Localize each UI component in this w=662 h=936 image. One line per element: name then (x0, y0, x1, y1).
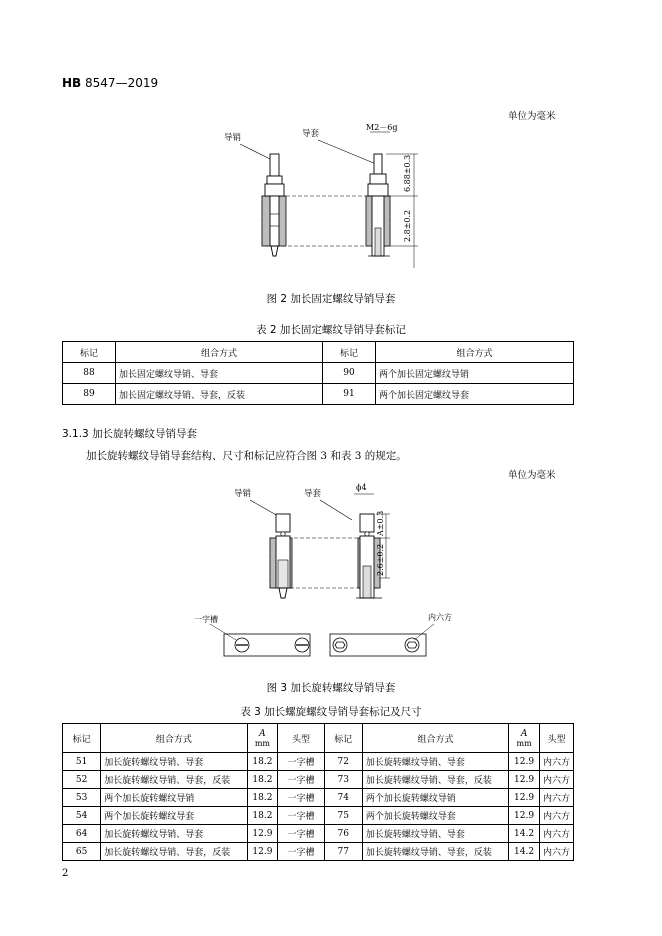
table-cell: 12.9 (509, 789, 540, 807)
table-cell: 18.2 (247, 771, 278, 789)
fig3-label-pin: 导销 (234, 489, 252, 499)
table-cell: 内六方 (539, 753, 573, 771)
fig3-label-hex: 内六方 (428, 613, 452, 622)
table-header: 标记 (324, 724, 362, 753)
table-cell: 76 (324, 825, 362, 843)
table-cell: 64 (63, 825, 101, 843)
figure-3-drawing (190, 480, 452, 665)
table-cell: 加长旋转螺纹导销、导套 (101, 825, 247, 843)
table-header: 标记 (63, 342, 116, 363)
fig3-dim-bottom: 2.6±0.2 (376, 543, 385, 576)
table-header: 组合方式 (101, 724, 247, 753)
table-cell: 18.2 (247, 753, 278, 771)
standard-prefix: HB (62, 76, 82, 90)
table-cell: 72 (324, 753, 362, 771)
table-cell: 90 (323, 363, 376, 384)
table-cell: 12.9 (509, 807, 540, 825)
table-cell: 加长固定螺纹导销、导套 (116, 363, 323, 384)
section-title: 加长旋转螺纹导销导套 (92, 428, 198, 440)
table-cell: 内六方 (539, 789, 573, 807)
table-cell: 加长固定螺纹导销、导套，反装 (116, 384, 323, 405)
table-cell: 两个加长旋转螺纹导销 (362, 789, 508, 807)
body-paragraph: 加长旋转螺纹导销导套结构、尺寸和标记应符合图 3 和表 3 的规定。 (86, 450, 407, 462)
table-cell: 内六方 (539, 843, 573, 861)
table-cell: 12.9 (509, 753, 540, 771)
table-row (63, 789, 574, 807)
table-cell: 两个加长旋转螺纹导销 (101, 789, 247, 807)
table-cell: 75 (324, 807, 362, 825)
fig2-dim-bottom: 2.8±0.2 (403, 209, 412, 242)
table-cell: 73 (324, 771, 362, 789)
table-header-a: A mm (509, 724, 540, 753)
table-header: 组合方式 (362, 724, 508, 753)
table-cell: 52 (63, 771, 101, 789)
page-number: 2 (62, 868, 69, 879)
fig3-diameter: ϕ4 (356, 483, 367, 492)
table-cell: 加长旋转螺纹导销、导套，反装 (101, 771, 247, 789)
table-cell: 两个加长旋转螺纹导套 (362, 807, 508, 825)
figure-2-caption: 图 2 加长固定螺纹导销导套 (266, 293, 396, 305)
table-cell: 两个加长旋转螺纹导套 (101, 807, 247, 825)
fig2-label-pin: 导销 (224, 133, 242, 143)
table-row (63, 825, 574, 843)
table-header: 组合方式 (116, 342, 323, 363)
table-row (63, 384, 574, 405)
table-cell: 内六方 (539, 807, 573, 825)
table-cell: 54 (63, 807, 101, 825)
table-2 (62, 341, 574, 405)
table-cell: 65 (63, 843, 101, 861)
table-cell: 一字槽 (278, 825, 324, 843)
table-cell: 加长旋转螺纹导销、导套 (362, 753, 508, 771)
table-cell: 53 (63, 789, 101, 807)
table-cell: 18.2 (247, 807, 278, 825)
fig3-dim-top: A±0.3 (376, 510, 385, 536)
table-row (63, 843, 574, 861)
fig2-thread: M2－6g (366, 123, 398, 132)
fig3-label-sleeve: 导套 (304, 489, 322, 499)
table-cell: 14.2 (509, 825, 540, 843)
table-cell: 一字槽 (278, 843, 324, 861)
table-cell: 两个加长固定螺纹导销 (376, 363, 574, 384)
fig2-dim-top: 6.88±0.3 (403, 154, 412, 192)
table-cell: 加长旋转螺纹导销、导套，反装 (101, 843, 247, 861)
table-cell: 89 (63, 384, 116, 405)
figure-2-drawing (210, 118, 440, 278)
standard-number: 8547—2019 (85, 76, 159, 90)
section-number: 3.1.3 (62, 428, 89, 440)
table-cell: 加长旋转螺纹导销、导套 (101, 753, 247, 771)
table-2-caption: 表 2 加长固定螺纹导销导套标记 (256, 324, 406, 336)
table-header: 标记 (323, 342, 376, 363)
table-cell: 12.9 (247, 843, 278, 861)
table-cell: 一字槽 (278, 789, 324, 807)
table-header: 头型 (278, 724, 324, 753)
figure-3-caption: 图 3 加长旋转螺纹导销导套 (266, 682, 396, 694)
table-cell: 内六方 (539, 771, 573, 789)
table-header-a: A mm (247, 724, 278, 753)
table-row (63, 363, 574, 384)
table-3 (62, 723, 574, 861)
table-row (63, 724, 574, 753)
table-cell: 91 (323, 384, 376, 405)
table-header: 组合方式 (376, 342, 574, 363)
table-cell: 12.9 (247, 825, 278, 843)
table-row (63, 753, 574, 771)
table-cell: 内六方 (539, 825, 573, 843)
standard-header (62, 76, 158, 90)
table-cell: 88 (63, 363, 116, 384)
table-row (63, 807, 574, 825)
table-cell: 两个加长固定螺纹导套 (376, 384, 574, 405)
table-cell: 加长旋转螺纹导销、导套，反装 (362, 771, 508, 789)
table-row (63, 771, 574, 789)
table-cell: 一字槽 (278, 771, 324, 789)
table-cell: 18.2 (247, 789, 278, 807)
table-cell: 77 (324, 843, 362, 861)
table-cell: 51 (63, 753, 101, 771)
unit-note-1: 单位为毫米 (508, 111, 556, 122)
fig3-label-slot: 一字槽 (194, 615, 218, 624)
table-3-caption: 表 3 加长螺旋螺纹导销导套标记及尺寸 (240, 706, 422, 718)
table-cell: 14.2 (509, 843, 540, 861)
table-cell: 一字槽 (278, 807, 324, 825)
table-header: 标记 (63, 724, 101, 753)
table-row (63, 342, 574, 363)
fig2-label-sleeve: 导套 (302, 129, 320, 139)
table-header: 头型 (539, 724, 573, 753)
table-cell: 12.9 (509, 771, 540, 789)
section-heading (62, 426, 197, 441)
table-cell: 一字槽 (278, 753, 324, 771)
table-cell: 74 (324, 789, 362, 807)
table-cell: 加长旋转螺纹导销、导套 (362, 825, 508, 843)
table-cell: 加长旋转螺纹导销、导套，反装 (362, 843, 508, 861)
unit-note-2: 单位为毫米 (508, 470, 556, 481)
